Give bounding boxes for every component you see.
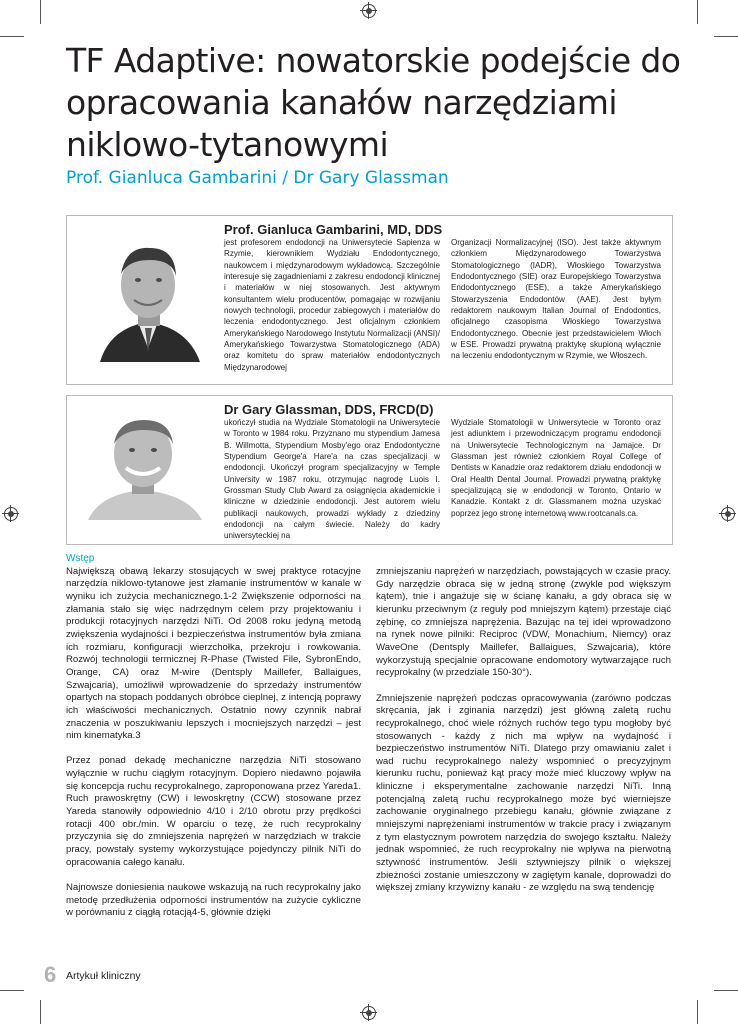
bio-text-column	[451, 417, 661, 519]
bio-text-column	[224, 237, 440, 373]
body-paragraph: Zmniejszenie naprężeń podczas opracowywania (zarówno podczas skręcania, jak i zginania narzędzi) jest główną zaletą ruchu recyprokalnego, choć wiele różnych ruchów tego typu mogłoby być stosowanych - każdy z nich ma wpływ na wydajność i bezpieczeństwo instrumentów NiTi. Dlatego przy omawianiu zalet i wad ruchu recyprokalnego należy wspomnieć o precyzyjnym kierunku ruchu, ponieważ kąt pracy może mieć kluczowy wpływ na kliniczne i eksperymentalne zachowanie narzędzi NiTi. Inną potencjalną zaletą ruchu recyprokalnego może być wierniejsze zachowanie oryginalnego przebiegu kanału, głównie związane z mniejszymi naprężeniami instrumentów w trakcie pracy i związanym z tym elastycznym powrotem narzędzia do swojego kształtu. Należy jednak wspomnieć, że ruch recyprokalny nie wpływa na pierwotną sztywność instrumentów. Jeśli sztywniejszy pilnik o większej zbieżności zostanie umieszczony w zagiętym kanale, doprowadzi do większej zmiany krzywizny kanału - ze względu na swą tendencję	[376, 692, 671, 894]
bio-text: jest profesorem endodoncji na Uniwersytecie Sapienza w Rzymie, kierownikiem Wydziału Endodontycznego, naukowcem i międzynarodowym wykładowcą. Szczególnie interesuje się zagadnieniami z zakresu endodoncji klinicznej i materiałów w niej stosowanych. Jest aktywnym konsultantem wielu producentów, pomagając w rozwijaniu nowych technologii, procedur zabiegowych i materiałów do leczenia endodontycznego. Jest oficjalnym członkiem Amerykańskiego Narodowego Instytutu Normalizacji (ANSI)/ Amerykańskiego Towarzystwa Stomatologicznego (ADA) oraz komitetu do spraw materiałów endodontycznych Międzynarodowej	[224, 238, 440, 372]
crop-mark	[0, 36, 24, 37]
bio-text-column	[451, 237, 661, 362]
crop-mark	[40, 0, 41, 24]
author-photo	[80, 230, 215, 362]
page-number: 6	[44, 962, 57, 987]
bio-text: Organizacji Normalizacyjnej (ISO). Jest także aktywnym członkiem Międzynarodowego Towarzystwa Stomatologicznego (IADR), Włoskiego Towarzystwa Endodontycznego (SIE) oraz Europejskiego Towarzystwa Endodontycznego (ESE), a także Amerykańskiego Stowarzyszenia Endodontów (AAE). Jest byłym redaktorem naukowym Italian Journal of Endodontics, oficjalnego czasopisma Włoskiego Towarzystwa Endodontycznego. Obecnie jest przedstawicielem Włoch w ESE. Prowadzi prywatną praktykę skupioną wyłącznie na leczeniu endodontycznym w Rzymie, we Włoszech.	[451, 238, 661, 361]
bio-text: Wydziale Stomatologii w Uniwersytecie w Toronto oraz jest adiunktem i przewodniczącym programu endodoncji na Uniwersytecie Technologicznym na Jamajce. Dr Glassman jest również członkiem Royal College of Dentists w Kanadzie oraz redaktorem działu endodoncji w Oral Health Dental Journal. Prowadzi prywatną praktykę specjalizującą się w endodoncji w Toronto, Ontario w Kanadzie. Kontakt z dr. Glassmanem można uzyskać poprzez jego stronę internetową www.rootcanals.ca.	[451, 418, 661, 518]
article-authors: Prof. Gianluca Gambarini / Dr Gary Glassman	[66, 168, 449, 188]
crop-mark	[697, 0, 698, 24]
article-title: TF Adaptive: nowatorskie podejście do opracowania kanałów narzędziami niklowo-tytanowymi	[66, 41, 681, 164]
body-paragraph: Najnowsze doniesienia naukowe wskazują na ruch recyprokalny jako metodę przedłużenia odporności instrumentów na zużycie cykliczne w porównaniu z ciągłą rotacją4-5, głównie dzięki	[66, 882, 361, 919]
crop-mark	[697, 1000, 698, 1024]
author-photo	[80, 410, 215, 520]
body-paragraph: Największą obawą lekarzy stosujących w swej praktyce rotacyjne narzędzia niklowo-tytanowe jest złamanie instrumentów w kanale w wyniku ich zużycia mechanicznego.1-2 Zwiększenie odporności na złamania stało się więc nadrzędnym celem przy projektowaniu i produkcji rotacyjnych narzędzi NiTi. Od 2008 roku jedyną metodą zwiększenia wydajności i bezpieczeństwa instrumentów była zmiana ich rozmiaru, konfiguracji wierzchołka, przekroju i rowkowania. Rozwój technologii termicznej R-Phase (Twisted File, SybronEndo, Orange, CA) oraz M-wire (Dentsply Maillefer, Ballaigues, Szwajcaria), umożliwił wprowadzenie do sprzedaży instrumentów opartych na stopach poddanych obróbce cieplnej, z intencją poprawy ich właściwości mechanicznych. Ostatnio nowy czynnik nabrał znaczenia w poszukiwaniu lepszych i mocniejszych narzędzi – jest nim kinematyka.3	[66, 565, 361, 742]
crop-mark	[714, 990, 738, 991]
bio-text: ukończył studia na Wydziale Stomatologii na Uniwersytecie w Toronto w 1984 roku. Przyznano mu stypendium Jamesa B. Willmotta, Stypendium Mosby'ego oraz Endodontyczne Stypendium George'a Hare'a na czas specjalizacji w endodoncji. Ukończył program specjalizacyjny w Temple University w 1987 roku, otrzymując nagrodę Luois I. Grossman Study Club Award za osiągnięcia akademickie i kliniczne w dziedzinie endodoncji. Jest autorem wielu publikacji naukowych, prowadzi wykłady z dziedziny endodoncji na całym świecie. Należy do kadry uniwersyteckiej na	[224, 418, 440, 541]
body-paragraph: zmniejszaniu naprężeń w narzędziach, powstających w czasie pracy. Gdy narzędzie obraca się w jedną stronę (zwykle pod większym kątem), tnie i angażuje się w ścianę kanału, a gdy obraca się w kierunku przeciwnym (z reguły pod mniejszym kątem) przestaje ciąć zębinę, co zmniejsza naprężenia. Bazując na tej idei wprowadzono na rynek nowe pilniki: Reciproc (VDW, Monachium, Niemcy) oraz WaveOne (Dentsply Maillefer, Ballaigues, Szwajcaria), które wykorzystują specjalnie opracowane endomotory wytwarzające ruch recyprokalny (w przedziale 150-30°).	[376, 566, 671, 679]
author-bio-box	[66, 215, 673, 385]
bio-text-column	[224, 417, 440, 542]
bio-name: Prof. Gianluca Gambarini, MD, DDS	[224, 222, 443, 237]
body-column-right	[376, 566, 671, 908]
bio-name: Dr Gary Glassman, DDS, FRCD(D)	[224, 402, 434, 417]
registration-mark-icon	[362, 1006, 376, 1020]
section-heading: Wstęp	[66, 553, 95, 564]
registration-mark-icon	[721, 507, 735, 521]
registration-mark-icon	[362, 4, 376, 18]
crop-mark	[40, 1000, 41, 1024]
crop-mark	[0, 990, 24, 991]
crop-mark	[714, 36, 738, 37]
body-column-left	[66, 553, 361, 933]
registration-mark-icon	[4, 507, 18, 521]
section-label: Artykuł kliniczny	[66, 970, 141, 982]
author-bio-box	[66, 395, 673, 545]
body-paragraph: Przez ponad dekadę mechaniczne narzędzia NiTi stosowano wyłącznie w ruchu ciągłym rotacyjnym. Dopiero niedawno pojawiła się koncepcja ruchu recyprokalnego, zaproponowana przez Yareda1. Ruch prawoskrętny (CW) i lewoskrętny (CCW) stosowane przez Yareda stanowiły odpowiednio 4/10 i 2/10 obrotu przy prędkości rotacji 400 obr./min. W oparciu o tezę, że ruch recyprokalny przyczynia się do zmniejszenia naprężeń w narzędziach w trakcie pracy, powstały systemy wykorzystujące pojedynczy pilnik NiTi do opracowania całego kanału.	[66, 755, 361, 868]
